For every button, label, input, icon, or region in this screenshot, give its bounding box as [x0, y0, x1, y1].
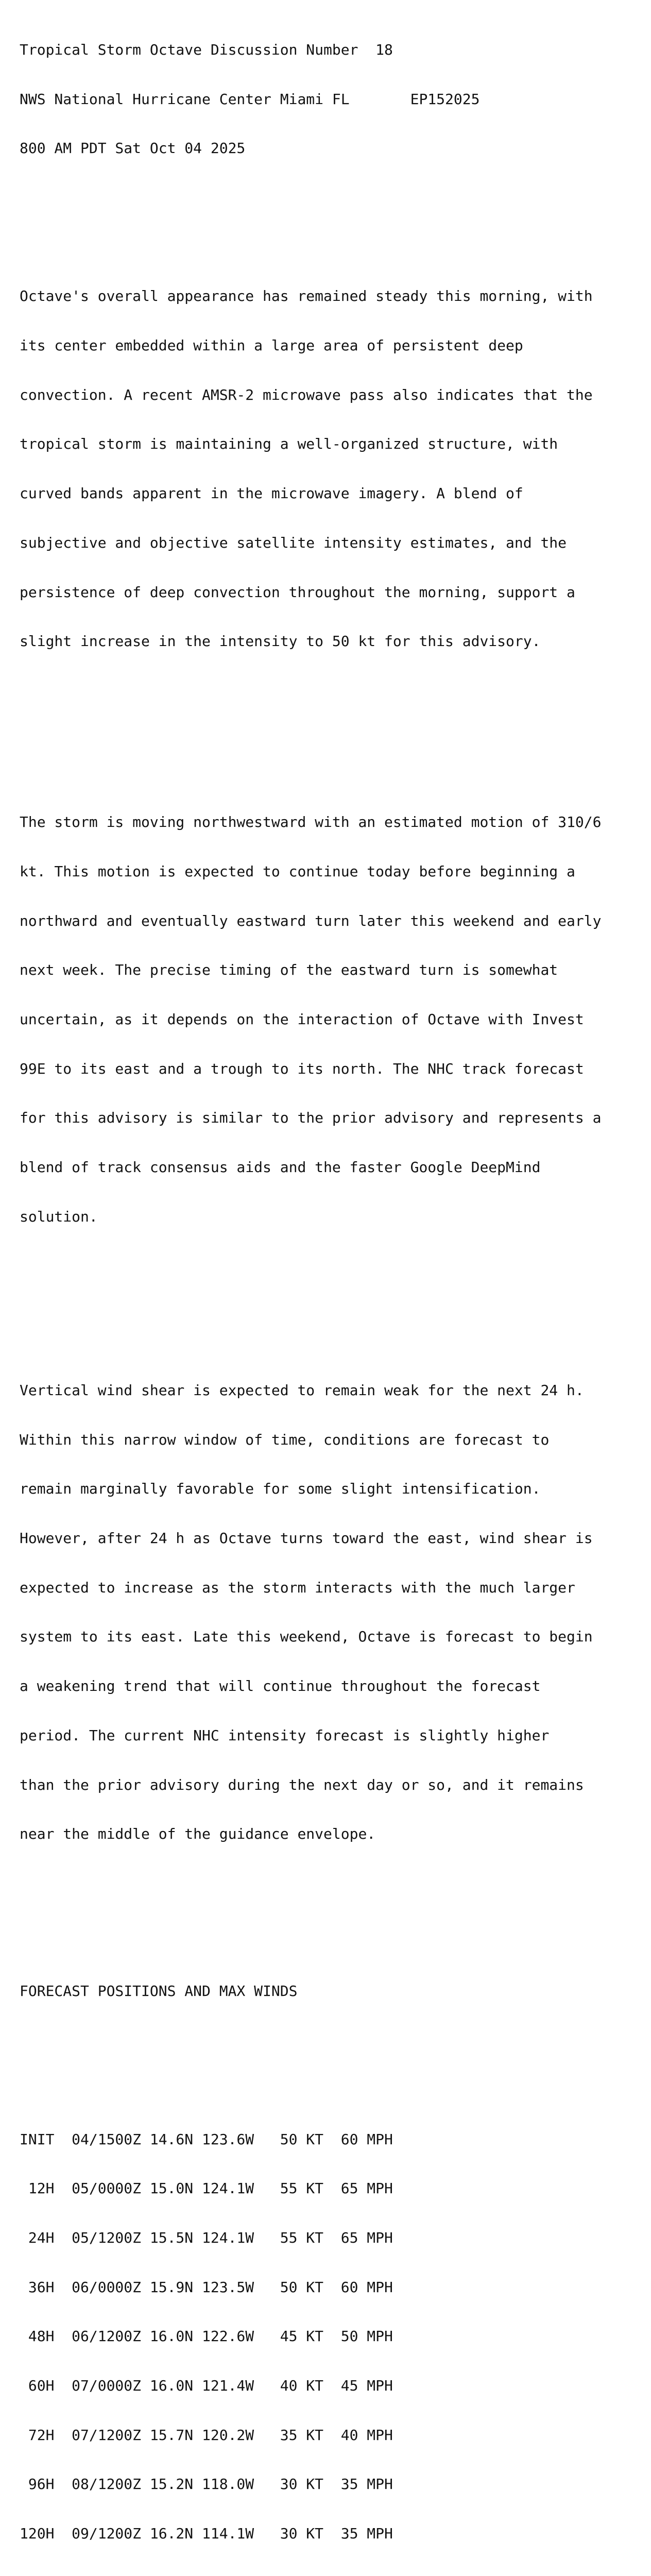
text-line: tropical storm is maintaining a well-organized structure, with [20, 435, 558, 453]
text-line: kt. This motion is expected to continue today before beginning a [20, 862, 575, 880]
text-line: blend of track consensus aids and the faster Google DeepMind [20, 1159, 541, 1176]
text-line: next week. The precise timing of the eastward turn is somewhat [20, 961, 558, 979]
text-line: remain marginally favorable for some slight intensification. [20, 1480, 541, 1498]
text-line: curved bands apparent in the microwave imagery. A blend of [20, 485, 523, 502]
forecast-row: 48H 06/1200Z 16.0N 122.6W 45 KT 50 MPH [20, 2328, 393, 2345]
forecast-row: INIT 04/1500Z 14.6N 123.6W 50 KT 60 MPH [20, 2130, 393, 2148]
text-line: than the prior advisory during the next day or so, and it remains [20, 1776, 584, 1793]
forecast-heading: FORECAST POSITIONS AND MAX WINDS [20, 1982, 298, 2000]
forecast-row: 96H 08/1200Z 15.2N 118.0W 30 KT 35 MPH [20, 2476, 393, 2493]
forecast-table [20, 2098, 643, 2575]
text-line: near the middle of the guidance envelope. [20, 1825, 376, 1843]
text-line: persistence of deep convection throughout the morning, support a [20, 583, 575, 601]
text-line: solution. [20, 1208, 98, 1225]
discussion-title: Tropical Storm Octave Discussion Number 18 [20, 41, 393, 58]
text-line: period. The current NHC intensity forecast is slightly higher [20, 1726, 550, 1744]
text-line: northward and eventually eastward turn later this weekend and early [20, 912, 602, 929]
forecast-row: 12H 05/0000Z 15.0N 124.1W 55 KT 65 MPH [20, 2180, 393, 2197]
forecast-row: 24H 05/1200Z 15.5N 124.1W 55 KT 65 MPH [20, 2229, 393, 2246]
text-line: 99E to its east and a trough to its north. The NHC track forecast [20, 1060, 584, 1077]
text-line: Within this narrow window of time, conditions are forecast to [20, 1431, 550, 1448]
text-line: its center embedded within a large area of persistent deep [20, 337, 523, 354]
text-line: The storm is moving northwestward with an estimated motion of 310/6 [20, 814, 602, 831]
issue-time-line: 800 AM PDT Sat Oct 04 2025 [20, 140, 246, 157]
paragraph-motion [20, 781, 643, 1258]
forecast-row: 60H 07/0000Z 16.0N 121.4W 40 KT 45 MPH [20, 2377, 393, 2395]
text-line: However, after 24 h as Octave turns toward the east, wind shear is [20, 1529, 593, 1547]
text-line: subjective and objective satellite intensity estimates, and the [20, 534, 567, 551]
issuing-office-line: NWS National Hurricane Center Miami FL EP152025 [20, 90, 480, 108]
forecast-row: 72H 07/1200Z 15.7N 120.2W 35 KT 40 MPH [20, 2426, 393, 2444]
discussion-document [20, 9, 643, 2576]
forecast-row: 36H 06/0000Z 15.9N 123.5W 50 KT 60 MPH [20, 2278, 393, 2296]
forecast-row: 120H 09/1200Z 16.2N 114.1W 30 KT 35 MPH [20, 2525, 393, 2543]
text-line: system to its east. Late this weekend, Octave is forecast to begin [20, 1628, 593, 1646]
text-line: uncertain, as it depends on the interaction of Octave with Invest [20, 1011, 584, 1028]
paragraph-intensity [20, 1349, 643, 1875]
text-line: Octave's overall appearance has remained steady this morning, with [20, 287, 593, 305]
text-line: a weakening trend that will continue throughout the forecast [20, 1677, 541, 1695]
paragraph-structure [20, 256, 643, 683]
text-line: convection. A recent AMSR-2 microwave pass also indicates that the [20, 386, 593, 403]
text-line: slight increase in the intensity to 50 kt for this advisory. [20, 633, 541, 650]
text-line: Vertical wind shear is expected to remain weak for the next 24 h. [20, 1381, 584, 1399]
text-line: for this advisory is similar to the prior advisory and represents a [20, 1109, 602, 1127]
text-line: expected to increase as the storm interacts with the much larger [20, 1579, 575, 1596]
